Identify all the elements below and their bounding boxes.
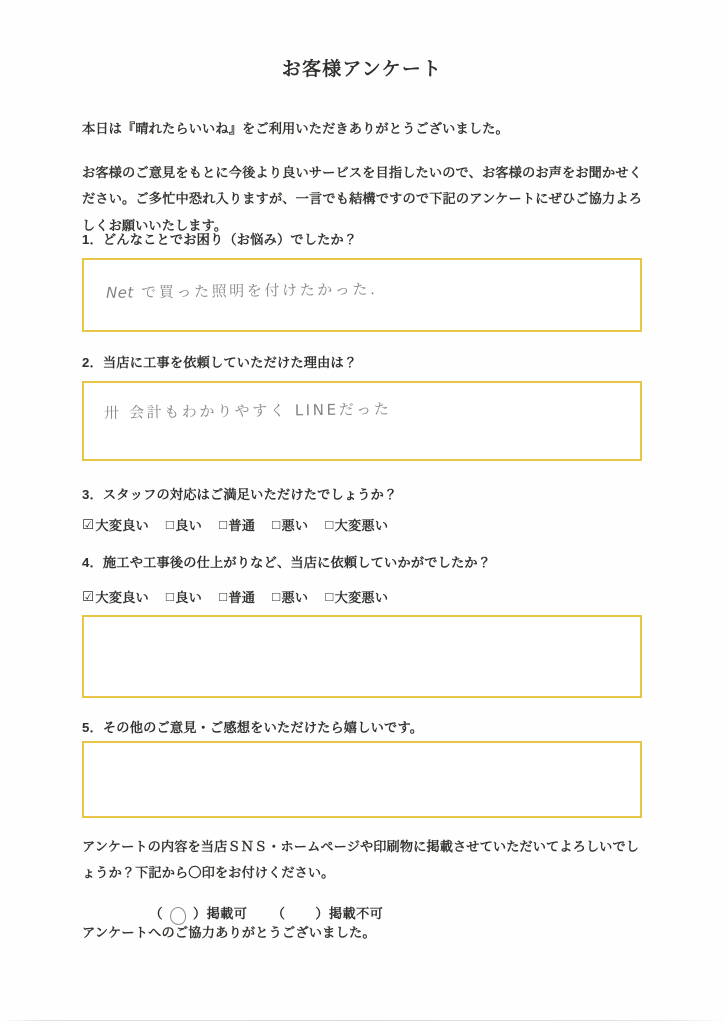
question-2-answer-rest: 会計もわかりやすく LINEだった — [128, 399, 392, 422]
question-2-answer-mark: 卅 — [103, 403, 122, 423]
question-4-choice-4[interactable] — [325, 587, 388, 606]
checkbox-checked-icon: ☑ — [82, 516, 95, 532]
question-4-choice-1-label: 良い — [175, 590, 203, 605]
intro-paragraph: お客様のご意見をもとに今後より良いサービスを目指したいので、お客様のお声をお聞かせください。ご多忙中恐れ入りますが、一言でも結構ですので下記のアンケートにぜひご協力よろしくお願いいたします。 — [82, 164, 642, 233]
question-3-choice-3-label: 悪い — [281, 518, 309, 533]
question-3-choice-0[interactable] — [82, 515, 149, 534]
question-3-choice-4[interactable] — [325, 515, 388, 534]
question-5-label-wrap — [82, 718, 642, 738]
question-4-choice-3-label: 悪い — [281, 590, 309, 605]
question-4-choice-3[interactable] — [272, 587, 308, 606]
publish-allow-label: ）掲載可 — [192, 906, 248, 921]
question-3-choice-4-label: 大変悪い — [334, 518, 389, 533]
question-4-answer-box[interactable] — [82, 615, 642, 698]
question-3-choice-3[interactable] — [272, 515, 308, 534]
question-3-label-wrap — [82, 485, 642, 505]
publish-deny-label: ）掲載不可 — [315, 906, 384, 921]
checkbox-empty-icon: □ — [165, 588, 175, 604]
question-1-label: 1．どんなことでお困り（お悩み）でしたか？ — [82, 232, 358, 247]
question-4-choice-0[interactable] — [82, 587, 149, 606]
question-4-choice-2[interactable] — [219, 587, 255, 606]
question-1-answer-box[interactable] — [82, 258, 642, 332]
checkbox-empty-icon: □ — [325, 588, 334, 604]
question-1-handwritten-answer — [106, 278, 378, 303]
thanks-line-wrap — [82, 922, 642, 941]
question-5-label: 5．その他のご意見・ご感想をいただけたら嬉しいです。 — [82, 720, 424, 735]
checkbox-empty-icon: □ — [165, 516, 175, 532]
checkbox-empty-icon: □ — [219, 516, 228, 532]
thanks-line: アンケートへのご協力ありがとうございました。 — [82, 925, 376, 940]
question-3-choice-2[interactable] — [219, 515, 255, 534]
question-1-label-wrap — [82, 230, 642, 250]
question-4-choice-2-label: 普通 — [228, 590, 256, 605]
publish-allow-paren-open: （ — [149, 906, 163, 921]
question-4-choice-1[interactable] — [166, 587, 202, 606]
consent-paragraph-wrap — [82, 834, 642, 885]
question-2-label-wrap — [82, 353, 642, 373]
checkbox-checked-icon: ☑ — [82, 588, 95, 604]
question-1-answer-rest: で買った照明を付けたかった. — [141, 280, 378, 302]
question-2-answer-box[interactable] — [82, 381, 642, 461]
question-5-answer-box[interactable] — [82, 741, 642, 818]
consent-paragraph: アンケートの内容を当店ＳＮＳ・ホームページや印刷物に掲載させていただいてよろしいでしょうか？下記から〇印をお付けください。 — [82, 839, 640, 880]
question-3-choices — [82, 515, 405, 534]
question-4-choices — [82, 587, 405, 606]
question-4-label: 4．施工や工事後の仕上がりなど、当店に依頼していかがでしたか？ — [82, 555, 492, 570]
publish-deny-option[interactable] — [272, 906, 384, 921]
survey-content — [82, 0, 642, 239]
question-3-choice-1[interactable] — [166, 515, 202, 534]
scan-bottom-edge — [0, 1020, 725, 1021]
publish-gap — [247, 906, 271, 921]
question-3-choice-1-label: 良い — [175, 518, 203, 533]
question-4-choice-4-label: 大変悪い — [334, 590, 389, 605]
publish-deny-paren-open: （ — [271, 906, 286, 921]
greeting-text: 本日は『晴れたらいいね』をご利用いただきありがとうございました。 — [82, 120, 509, 136]
checkbox-empty-icon: □ — [272, 588, 281, 604]
checkbox-empty-icon: □ — [325, 516, 334, 532]
question-2-handwritten-answer — [104, 398, 392, 423]
page-title: お客様アンケート — [281, 59, 443, 80]
question-1-answer-latin: Net — [105, 283, 134, 302]
question-2-label: 2．当店に工事を依頼していただけた理由は？ — [82, 355, 358, 370]
publish-allow-option[interactable] — [149, 906, 247, 921]
question-3-choice-0-label: 大変良い — [95, 518, 149, 533]
question-3-label: 3．スタッフの対応はご満足いただけたでしょうか？ — [82, 487, 398, 502]
checkbox-empty-icon: □ — [272, 516, 281, 532]
checkbox-empty-icon: □ — [219, 588, 228, 604]
question-4-choice-0-label: 大変良い — [95, 590, 149, 605]
question-4-label-wrap — [82, 553, 642, 573]
question-3-choice-2-label: 普通 — [228, 518, 256, 533]
